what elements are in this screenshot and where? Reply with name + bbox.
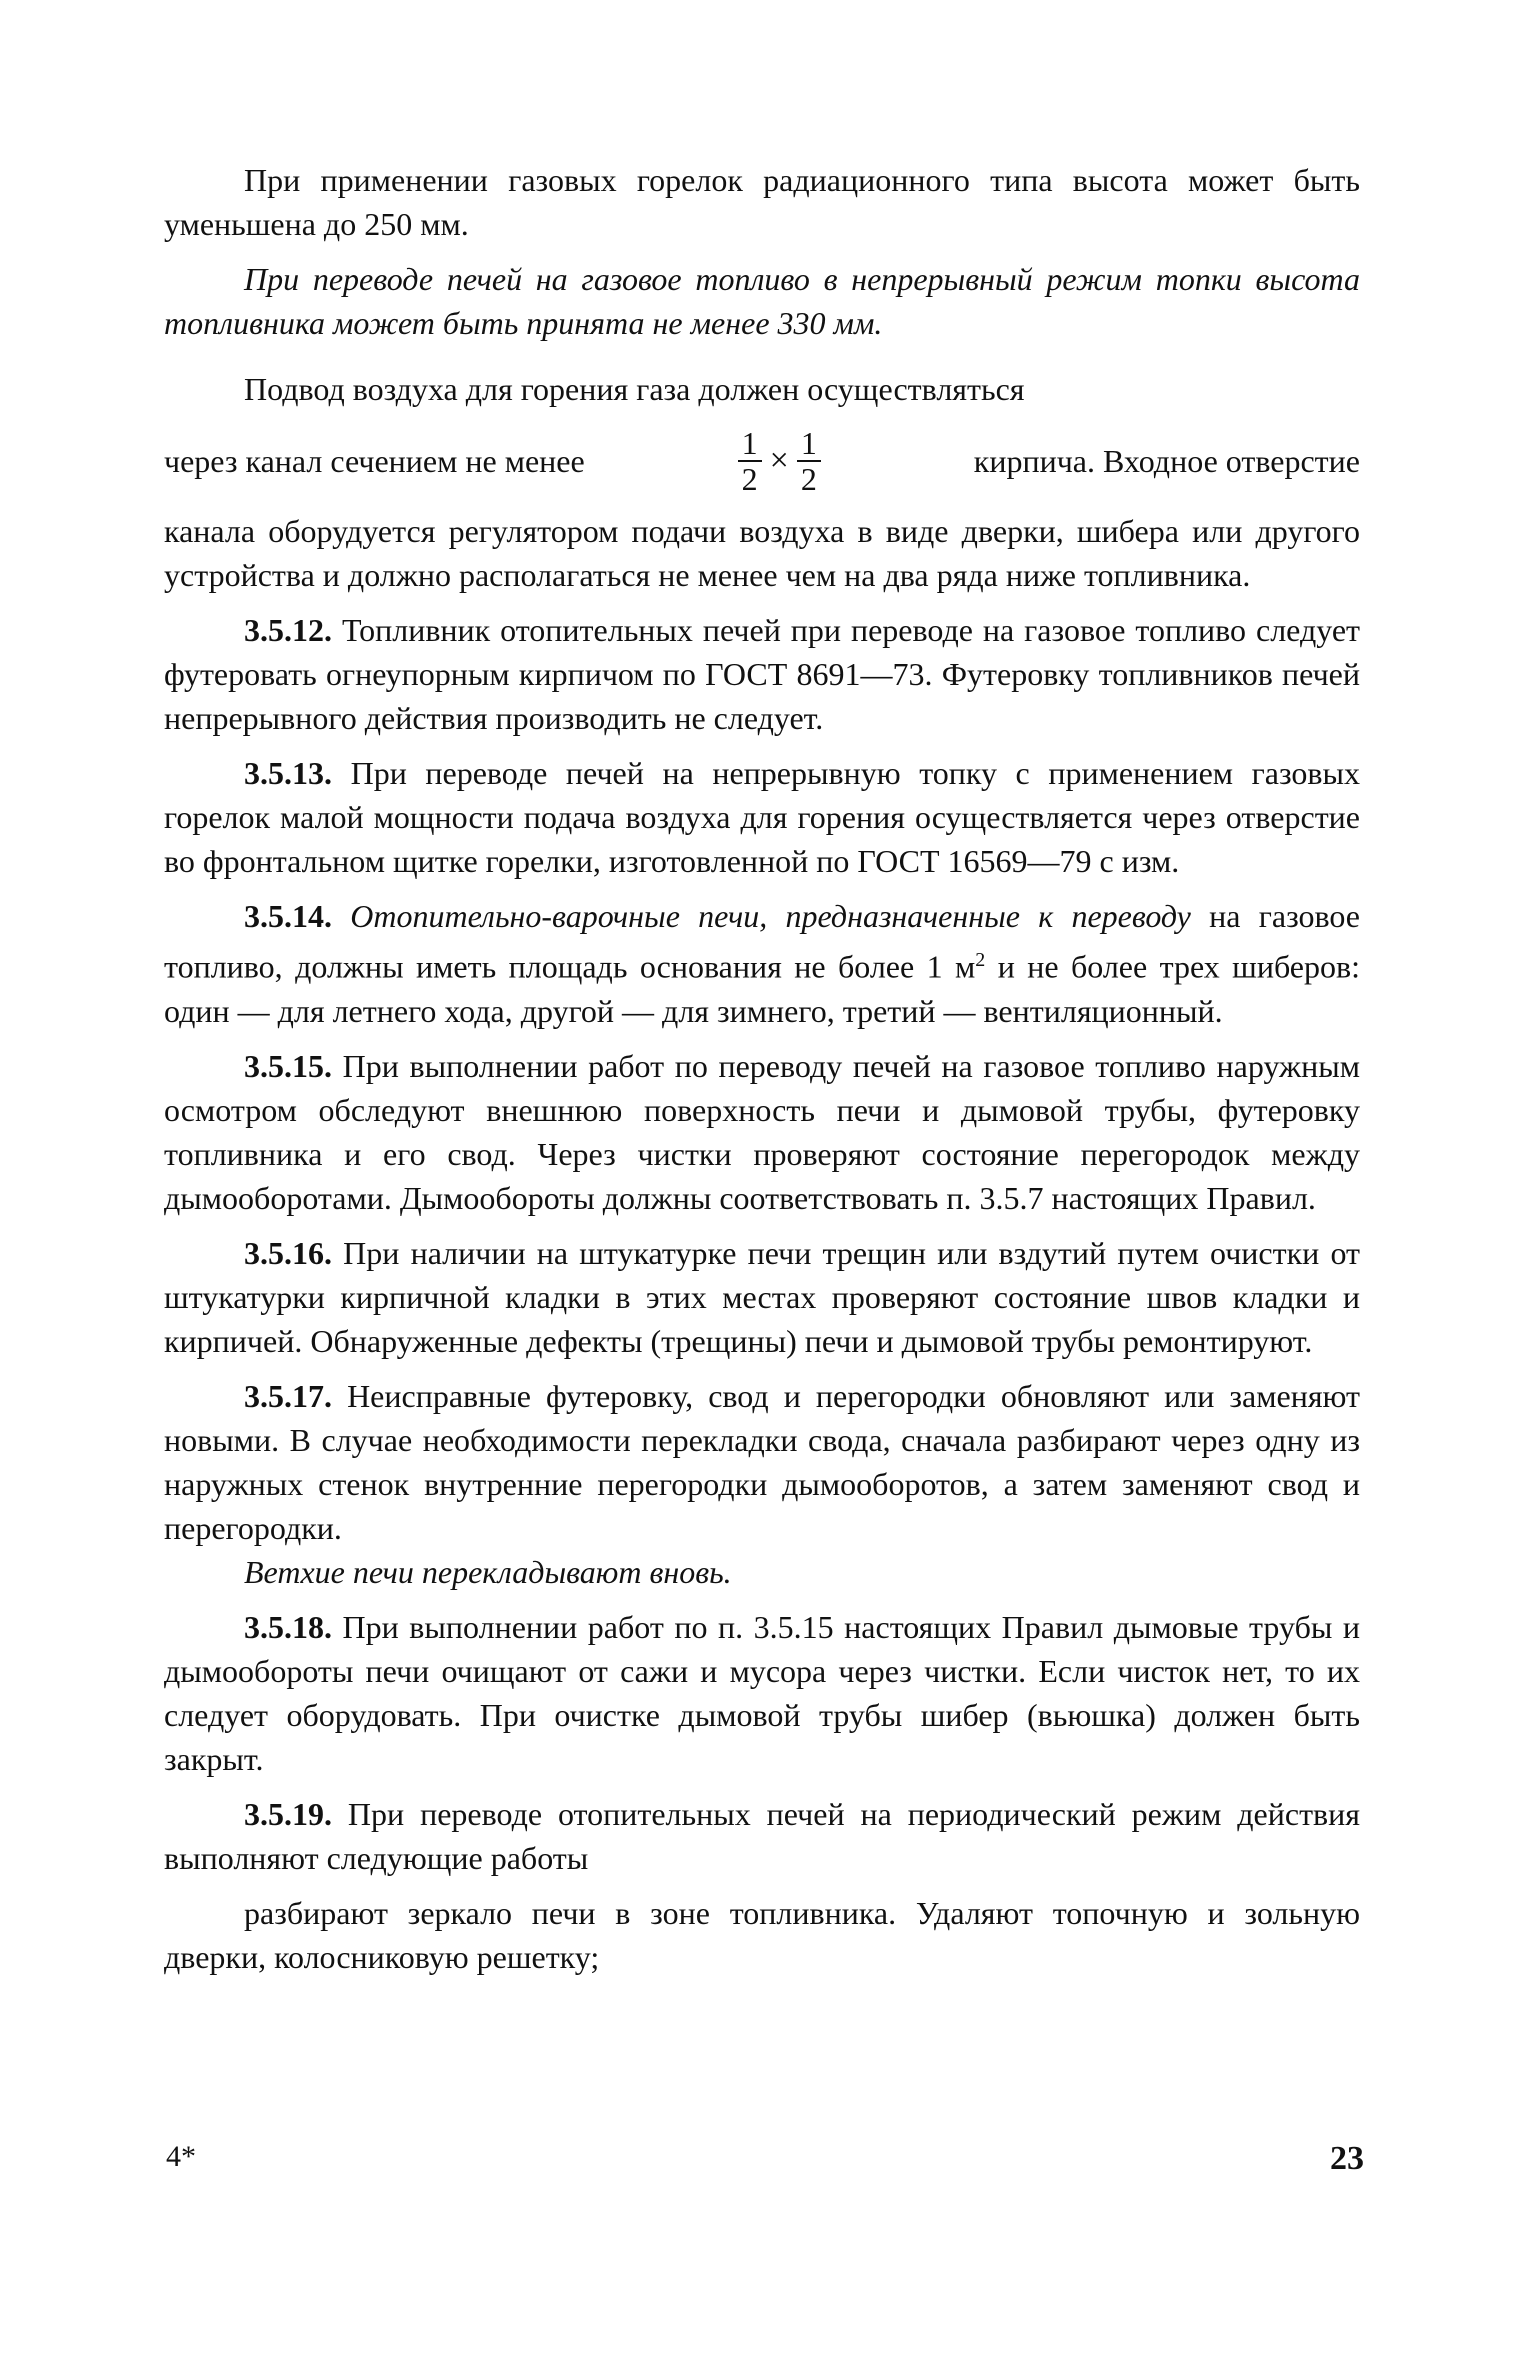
signature-mark: 4* [166, 2140, 196, 2173]
air-supply-after-fraction: кирпича. Входное отверстие [973, 443, 1360, 479]
section-3-5-16: 3.5.16. При наличии на штукатурке печи трещин или вздутий путем очистки от штукатурки кирпичной кладки в этих местах проверяют состояние швов кладки и кирпичей. Обнаруженные дефекты (трещины) печи и дымовой трубы ремонтируют. [164, 1234, 1361, 1359]
section-3-5-13: 3.5.13. При переводе печей на непрерывную топку с применением газовых горелок малой мощности подача воздуха для горения осуществляется через отверстие во фронтальном щитке горелки, изготовленной по ГОСТ 16569—79 с изм. [164, 755, 1361, 879]
section-3-5-19-item: разбирают зеркало печи в зоне топливника. Удаляют топочную и зольную дверки, колосниковую решетку; [164, 1894, 1360, 1975]
section-3-5-15: 3.5.15. При выполнении работ по переводу печей на газовое топливо наружным осмотром обследуют внешнюю поверхность печи и дымовой трубы, футеровку топливника и его свод. Через чистки проверяют состояние перегородок между дымооборотами. Дымообороты должны соответствовать п. 3.5.7 настоящих Правил. [164, 1047, 1361, 1216]
fraction-1: $\frac{1}{2}$ [738, 426, 762, 496]
section-3-5-19: 3.5.19. При переводе отопительных печей на периодический режим действия выполняют следующие работы [164, 1795, 1361, 1876]
section-3-5-12: 3.5.12. Топливник отопительных печей при переводе на газовое топливо следует футеровать огнеупорным кирпичом по ГОСТ 8691—73. Футеровку топливников печей непрерывного действия производить не следует. [164, 612, 1361, 736]
section-number: 3.5.13. [244, 755, 332, 791]
section-number: 3.5.14. [244, 898, 332, 934]
brick-fraction: $\frac{1}{2}$ × $\frac{1}{2}$ [738, 426, 821, 496]
section-3-5-14: 3.5.14. Отопительно-варочные печи, предназначенные к переводу на газовое топливо, должны иметь площадь основания не более 1 $м^2$ и не более трех шиберов: один — для летнего хода, другой — для зимнего, третий — вентиляционный. [164, 898, 1361, 1029]
section-number: 3.5.16. [244, 1234, 332, 1271]
section-number: 3.5.18. [244, 1608, 332, 1645]
air-supply-before-fraction: через канал сечением не менее [164, 443, 585, 479]
section-number: 3.5.15. [244, 1047, 332, 1084]
paragraph-air-supply-fraction-line [164, 417, 1360, 505]
paragraph-continuous-mode: При переводе печей на газовое топливо в непрерывный режим топки высота топливника может быть принята не менее 330 мм. [164, 261, 1360, 341]
paragraph-air-supply-line1: Подвод воздуха для горения газа должен осуществляться [244, 371, 1025, 407]
fraction-2: $\frac{1}{2}$ [797, 426, 821, 496]
paragraph-burner-height: При применении газовых горелок радиационного типа высота может быть уменьшена до 250 мм. [164, 162, 1360, 242]
section-3-5-18: 3.5.18. При выполнении работ по п. 3.5.15 настоящих Правил дымовые трубы и дымообороты печи очищают от сажи и мусора через чистки. Если чисток нет, то их следует оборудовать. При очистке дымовой трубы шибер (вьюшка) должен быть закрыт. [164, 1608, 1361, 1777]
section-number: 3.5.19. [244, 1795, 332, 1832]
section-3-5-17-note: Ветхие печи перекладывают вновь. [244, 1553, 732, 1590]
body-text [164, 158, 1360, 1979]
paragraph-air-supply-rest: канала оборудуется регулятором подачи воздуха в виде дверки, шибера или другого устройства и должно располагаться не менее чем на два ряда ниже топливника. [164, 513, 1360, 593]
section-number: 3.5.17. [244, 1377, 332, 1414]
page-number: 23 [1330, 2140, 1364, 2177]
section-number: 3.5.12. [244, 612, 332, 648]
section-3-5-17: 3.5.17. Неисправные футеровку, свод и перегородки обновляют или заменяют новыми. В случае необходимости перекладки свода, сначала разбирают через одну из наружных стенок внутренние перегородки дымооборотов, а затем заменяют свод и перегородки. [164, 1377, 1361, 1546]
